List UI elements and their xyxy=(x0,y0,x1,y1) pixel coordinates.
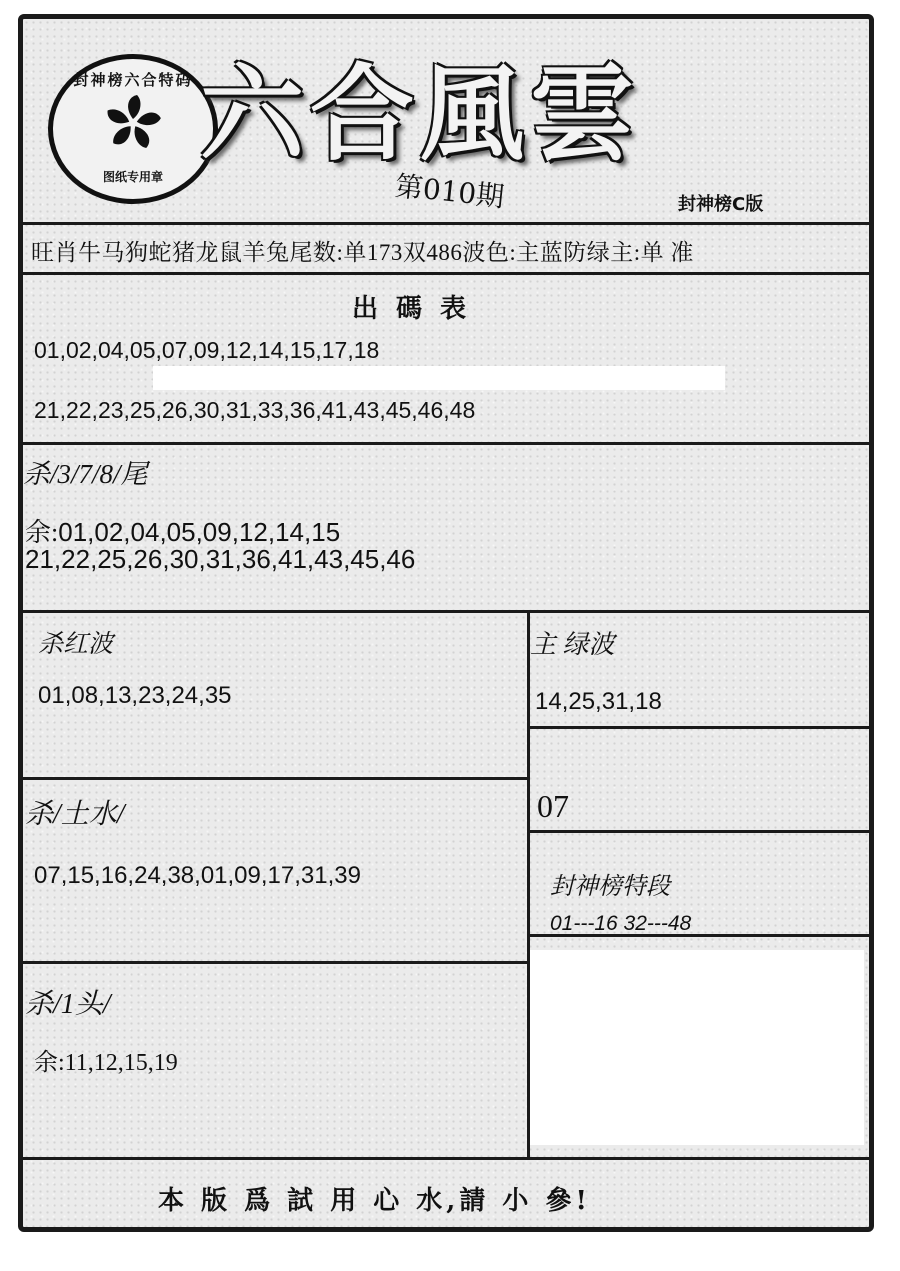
kill-head-rest: 余:11,12,15,19 xyxy=(34,1050,178,1076)
kill-earth-water-title: 杀/土水/ xyxy=(25,799,125,830)
divider-header xyxy=(23,222,869,225)
single-number: 07 xyxy=(537,788,569,824)
main-green-numbers: 14,25,31,18 xyxy=(535,688,662,715)
info-line: 旺肖牛马狗蛇猪龙鼠羊兔尾数:单173双486波色:主蓝防绿主:单 准 xyxy=(31,240,694,265)
divider-earth-water xyxy=(23,961,529,964)
kill-tail-title: 杀/3/7/8/尾 xyxy=(23,459,148,489)
divider-kill-red xyxy=(23,777,529,780)
main-green-title: 主 绿波 xyxy=(530,630,615,659)
kill-tail-rest-label: 余: xyxy=(25,518,59,547)
edition-label: 封神榜C版 xyxy=(678,194,764,215)
kill-red-title: 杀红波 xyxy=(38,631,114,658)
blank-box xyxy=(530,950,864,1145)
white-patch xyxy=(153,366,725,390)
divider-info xyxy=(23,272,869,275)
kill-tail-row-1: 01,02,04,05,09,12,14,15 xyxy=(58,517,341,547)
kill-tail-row-2: 21,22,25,26,30,31,36,41,43,45,46 xyxy=(25,544,416,574)
special-segment-range: 01---16 32---48 xyxy=(550,912,692,935)
seal-stamp xyxy=(48,54,218,204)
kill-red-numbers: 01,08,13,23,24,35 xyxy=(38,682,232,709)
kill-earth-water-numbers: 07,15,16,24,38,01,09,17,31,39 xyxy=(34,862,361,889)
issue-number: 第010期 xyxy=(393,169,506,214)
bauhinia-flower-icon xyxy=(103,93,163,153)
divider-footer xyxy=(23,1157,869,1160)
divider-table xyxy=(23,442,869,445)
divider-green xyxy=(529,726,869,729)
table-title: 出碼表 xyxy=(352,294,485,324)
page-title: 六合風雲 xyxy=(200,52,641,175)
divider-kill-tail xyxy=(23,610,869,613)
seal-bottom-text: 图纸专用章 xyxy=(102,170,163,184)
kill-head-title: 杀/1头/ xyxy=(25,989,111,1020)
footer-note: 本 版 爲 試 用 心 水,請 小 參! xyxy=(158,1186,591,1216)
special-segment-title: 封神榜特段 xyxy=(550,874,670,900)
table-row-1: 01,02,04,05,07,09,12,14,15,17,18 xyxy=(34,337,380,363)
seal-top-text: 封神榜六合特码 xyxy=(73,71,193,89)
divider-single xyxy=(529,830,869,833)
table-row-2: 21,22,23,25,26,30,31,33,36,41,43,45,46,48 xyxy=(34,397,476,423)
